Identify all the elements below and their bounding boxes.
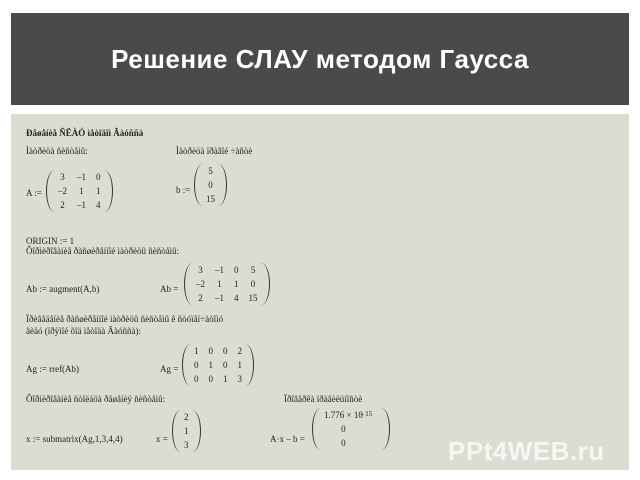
- matrix-cell: 0: [341, 438, 346, 448]
- matrix-row: [201, 192, 220, 206]
- matrix-cell: 5: [208, 166, 213, 176]
- rref-expression: Ag := rref(Ab): [26, 364, 80, 374]
- matrix-cell: 1.776 × 10: [324, 410, 363, 420]
- vector-x: [172, 410, 201, 452]
- check-result-vector: [312, 408, 390, 450]
- vector-b-label: b :=: [176, 185, 191, 195]
- label-extended-matrix: Ôîðìèðîâàíèå ðàñøèðåííîé ìàòðèöû ñèñòåìû:: [26, 246, 180, 256]
- matrix-cell: 0: [96, 172, 101, 182]
- matrix-Ag: [182, 344, 254, 386]
- matrix-cell: 0: [194, 360, 199, 370]
- check-expression-label: A·x – b =: [270, 434, 305, 444]
- check-exponent: – 15: [360, 410, 373, 418]
- matrix-cell: 15: [206, 194, 215, 204]
- matrix-cell: 4: [96, 200, 101, 210]
- label-system-matrix: Ìàòðèöà ñèñòåìû:: [26, 146, 88, 156]
- worksheet-heading: Ðåøåíèå ÑËÀÓ ìåòîäîì Ãàóññà: [26, 128, 144, 138]
- matrix-Ab: [184, 263, 270, 305]
- matrix-cell: 3: [198, 265, 203, 275]
- matrix-cell: 0: [341, 424, 346, 434]
- matrix-cell: 0: [250, 279, 256, 289]
- label-reduce-line-1: Ïðèâåäåíèå ðàñøèðåííîé ìàòðèöû ñèñòåìû ê ñòóïåí÷àòîìó: [26, 314, 224, 324]
- matrix-cell: 1: [208, 360, 213, 370]
- matrix-cell: 1: [194, 346, 199, 356]
- matrix-cell: 0: [194, 374, 199, 384]
- matrix-row: [191, 263, 263, 277]
- matrix-row: [179, 424, 194, 438]
- matrix-cell: 0: [208, 346, 213, 356]
- matrix-row: [179, 410, 194, 424]
- matrix-cell: 2: [198, 293, 203, 303]
- matrix-cell: 1: [237, 360, 242, 370]
- matrix-row: [201, 164, 220, 178]
- matrix-cell: 0: [223, 360, 228, 370]
- matrix-cell: 15: [248, 293, 258, 303]
- matrix-row: [189, 358, 247, 372]
- matrix-row: [319, 436, 368, 450]
- matrix-cell: 4: [234, 293, 239, 303]
- matrix-row: [191, 277, 263, 291]
- matrix-row: [53, 184, 106, 198]
- vector-x-label: x =: [156, 434, 168, 444]
- matrix-cell: 1: [223, 374, 228, 384]
- vector-b: [194, 164, 227, 206]
- matrix-cell: 3: [237, 374, 242, 384]
- matrix-cell: 0: [208, 374, 213, 384]
- matrix-cell: –1: [77, 200, 86, 210]
- matrix-cell: 3: [60, 172, 65, 182]
- matrix-Ag-label: Ag =: [160, 364, 179, 374]
- matrix-row: [201, 178, 220, 192]
- matrix-Ab-label: Ab =: [160, 284, 179, 294]
- matrix-cell: 0: [234, 265, 239, 275]
- matrix-row: [191, 291, 263, 305]
- matrix-cell: 2: [237, 346, 242, 356]
- matrix-cell: 2: [184, 412, 189, 422]
- matrix-row: [189, 344, 247, 358]
- matrix-cell: 1: [184, 426, 189, 436]
- matrix-row: [179, 438, 194, 452]
- matrix-row: [53, 198, 106, 212]
- matrix-cell: 1: [217, 279, 222, 289]
- matrix-cell: 3: [184, 440, 189, 450]
- matrix-cell: 0: [208, 180, 213, 190]
- matrix-cell: 0: [223, 346, 228, 356]
- slide-title: Решение СЛАУ методом Гаусса: [111, 44, 529, 74]
- label-solution-column: Ôîðìèðîâàíèå ñòîëáöà ðåøåíèÿ ñèñòåìû:: [26, 394, 166, 404]
- watermark: PPt4WEB.ru: [448, 436, 605, 466]
- submatrix-expression: x := submatrix(Ag,1,3,4,4): [26, 434, 123, 444]
- matrix-cell: –1: [215, 293, 224, 303]
- matrix-row: [319, 422, 368, 436]
- label-rhs-matrix: Ìàòðèöà ïðàâîé ÷àñòè: [176, 146, 253, 156]
- label-reduce-line-2: âèäó (ïðÿìîé õîä ìåòîäà Ãàóññà):: [26, 326, 141, 336]
- matrix-A-label: A :=: [26, 188, 42, 198]
- matrix-cell: 1: [234, 279, 239, 289]
- matrix-row: [189, 372, 247, 386]
- label-check: Ïðîâåðêà ïðàâèëüíîñòè: [284, 394, 363, 404]
- matrix-cell: 1: [96, 186, 101, 196]
- matrix-cell: –2: [58, 186, 67, 196]
- matrix-cell: 2: [60, 200, 65, 210]
- matrix-cell: 1: [79, 186, 84, 196]
- augment-expression: Ab := augment(A,b): [26, 284, 100, 294]
- matrix-cell: –1: [215, 265, 224, 275]
- matrix-cell: –1: [77, 172, 86, 182]
- matrix-cell: 5: [250, 265, 256, 275]
- matrix-row: [53, 170, 106, 184]
- matrix-A: [46, 170, 113, 212]
- origin-statement: ORIGIN := 1: [26, 236, 75, 246]
- matrix-cell: –2: [196, 279, 205, 289]
